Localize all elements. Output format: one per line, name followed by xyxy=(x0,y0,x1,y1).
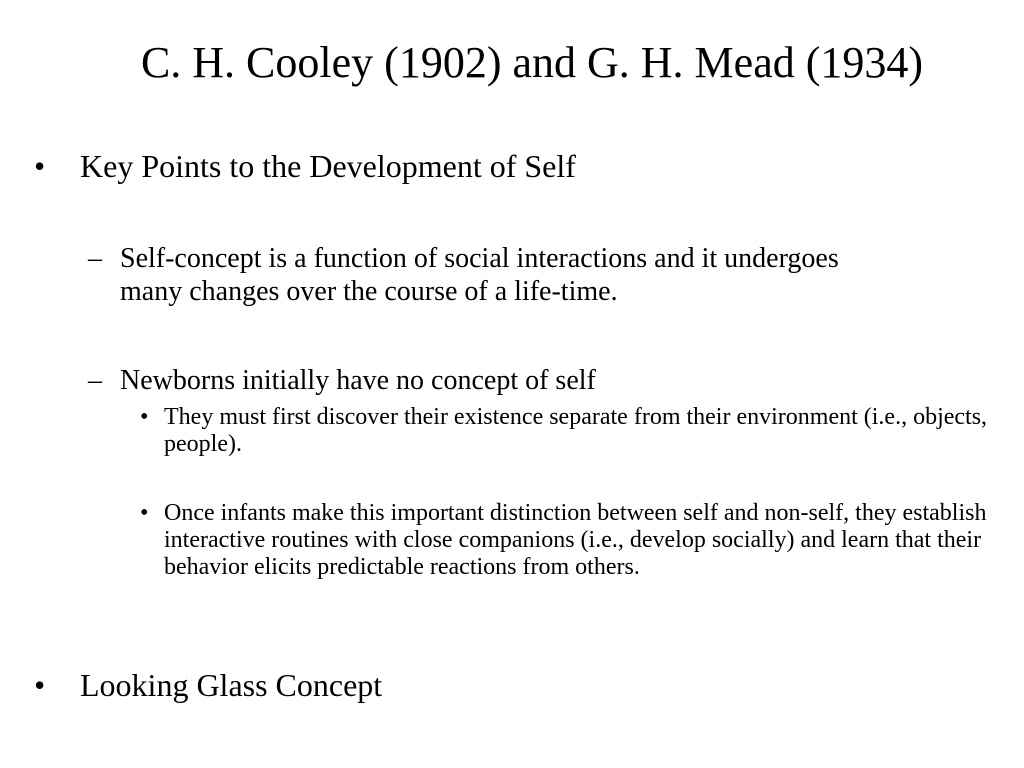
sub-bullet-text: Self-concept is a function of social interactions and it undergoes many changes over the course of a life-time. xyxy=(120,243,839,307)
bullet-marker: • xyxy=(140,500,149,526)
sub-sub-bullet-discover xyxy=(140,404,1000,458)
sub-sub-bullet-text: They must first discover their existence separate from their environment (i.e., objects, people). xyxy=(164,404,988,457)
bullet-marker: • xyxy=(34,667,46,703)
bullet-marker: • xyxy=(140,404,149,430)
sub-sub-bullet-text: Once infants make this important distinction between self and non-self, they establish interactive routines with close companions (i.e., develop socially) and learn that their behavior elicits predictable reactions from others. xyxy=(164,500,987,580)
bullet-key-points xyxy=(30,148,576,184)
sub-bullet-self-concept xyxy=(88,242,868,308)
bullet-text: Key Points to the Development of Self xyxy=(80,148,576,184)
sub-bullet-text: Newborns initially have no concept of self xyxy=(120,365,596,396)
dash-marker: – xyxy=(88,243,102,274)
sub-sub-bullet-infants xyxy=(140,500,990,581)
bullet-marker: • xyxy=(34,148,46,184)
slide-title: C. H. Cooley (1902) and G. H. Mead (1934) xyxy=(140,38,924,87)
bullet-looking-glass xyxy=(30,667,382,703)
dash-marker: – xyxy=(88,365,102,396)
bullet-text: Looking Glass Concept xyxy=(80,667,383,703)
sub-bullet-newborns xyxy=(88,364,988,397)
